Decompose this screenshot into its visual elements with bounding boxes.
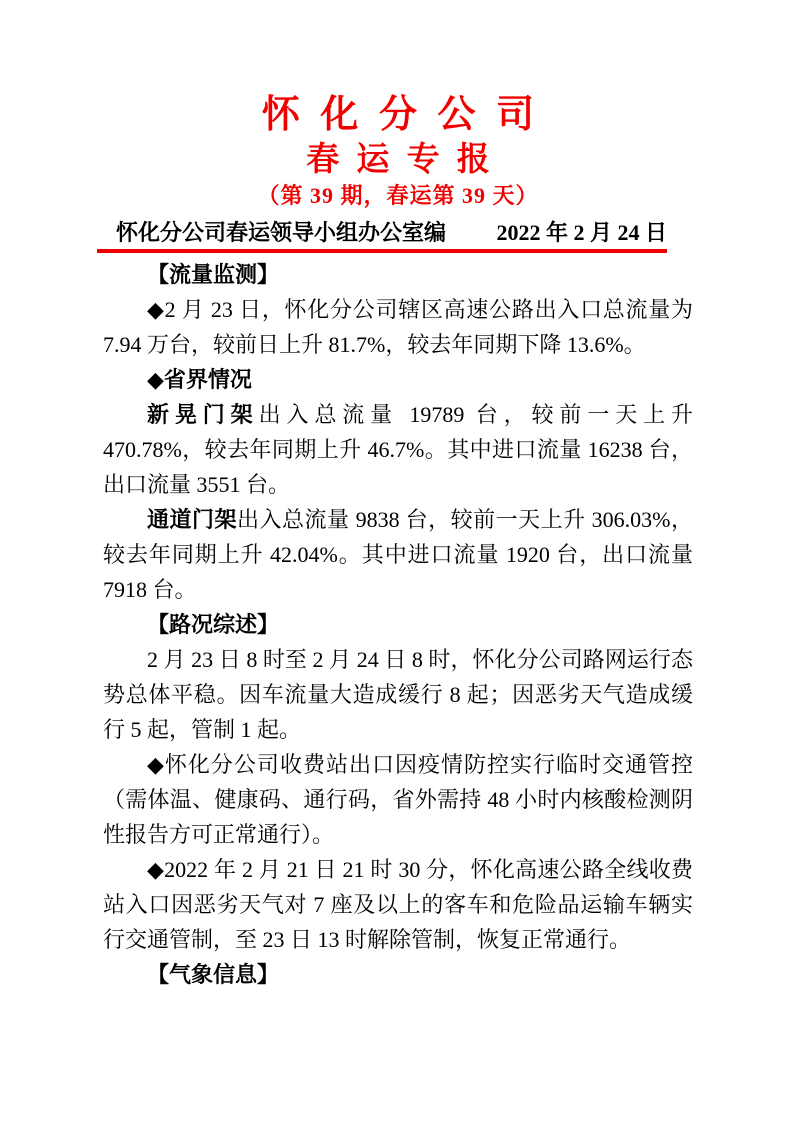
report-header xyxy=(103,94,693,253)
gantry-detail-xinhuang: 出入总流量 19789 台，较前一天上升 470.78%，较去年同期上升 46.7%。其中进口流量 16238 台，出口流量 3551 台。 xyxy=(103,402,693,497)
issue-number-line: （第 39 期，春运第 39 天） xyxy=(257,183,539,208)
gantry-name-tongdao: 通道门架 xyxy=(147,507,238,532)
section-heading-weather: 【气象信息】 xyxy=(147,962,280,987)
paragraph-road-overview: 2 月 23 日 8 时至 2 月 24 日 8 时，怀化分公司路网运行态势总体平稳。因车流量大造成缓行 8 起；因恶劣天气造成缓行 5 起，管制 1 起。 xyxy=(103,647,693,742)
report-date: 2022 年 2 月 24 日 xyxy=(496,220,667,245)
report-body xyxy=(103,257,693,992)
section-heading-road-condition: 【路况综述】 xyxy=(147,612,280,637)
gantry-name-xinhuang: 新晃门架 xyxy=(147,402,259,427)
paragraph-weather-control: ◆2022 年 2 月 21 日 21 时 30 分，怀化高速公路全线收费站入口因恶劣天气对 7 座及以上的客车和危险品运输车辆实行交通管制，至 23 日 13 时解除管制，恢复正常通行。 xyxy=(103,857,693,952)
header-rule xyxy=(97,249,667,253)
subsection-heading-province-border: ◆省界情况 xyxy=(147,367,252,392)
editor-label: 怀化分公司春运领导小组办公室编 xyxy=(116,220,447,245)
paragraph-epidemic-control: ◆怀化分公司收费站出口因疫情防控实行临时交通管控（需体温、健康码、通行码，省外需持 48 小时内核酸检测阴性报告方可正常通行）。 xyxy=(103,752,693,847)
report-title-bulletin: 春 运 专 报 xyxy=(306,140,494,177)
paragraph-gantry-xinhuang xyxy=(103,397,693,502)
editor-row xyxy=(103,220,693,246)
section-heading-traffic-monitor: 【流量监测】 xyxy=(147,262,280,287)
paragraph-gantry-tongdao xyxy=(103,502,693,607)
report-title-company: 怀 化 分 公 司 xyxy=(261,94,540,136)
gantry-detail-tongdao: 出入总流量 9838 台，较前一天上升 306.03%，较去年同期上升 42.04%。其中进口流量 1920 台，出口流量 7918 台。 xyxy=(103,507,693,602)
paragraph-traffic-summary: ◆2 月 23 日，怀化分公司辖区高速公路出入口总流量为 7.94 万台，较前日上升 81.7%，较去年同期下降 13.6%。 xyxy=(103,297,693,357)
